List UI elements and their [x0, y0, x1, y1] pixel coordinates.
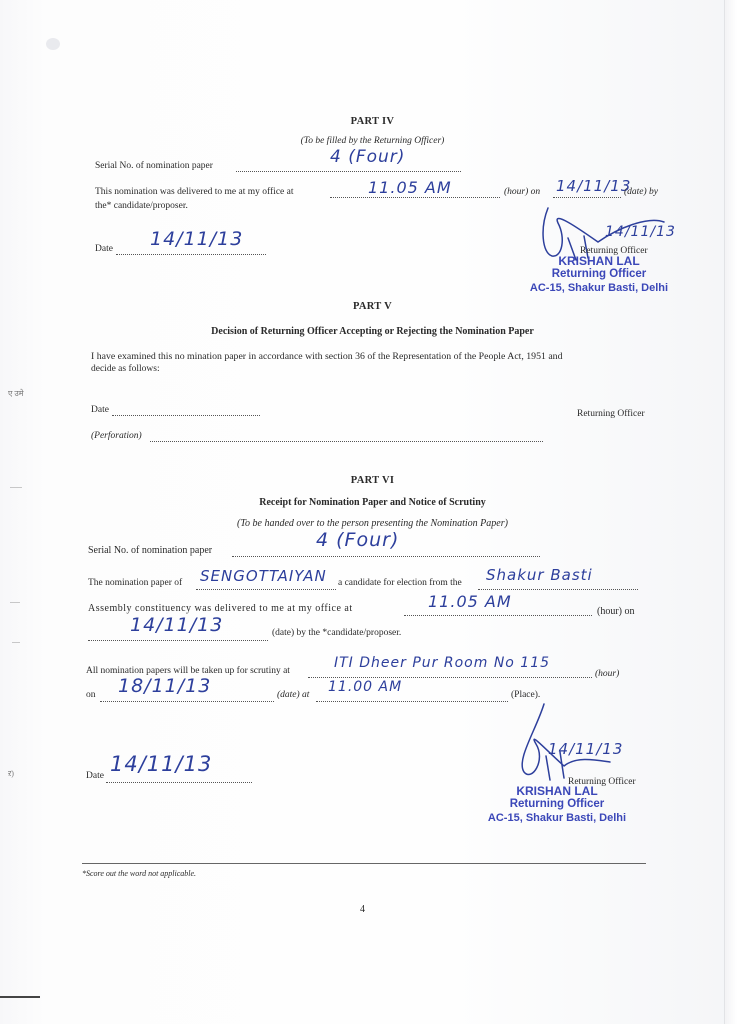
part6-subheading: Receipt for Nomination Paper and Notice of Scrutiny — [259, 497, 486, 508]
part5-perforation: (Perforation) — [91, 431, 142, 441]
part5-heading: PART V — [352, 301, 393, 312]
margin-note-2: ...... — [10, 481, 22, 490]
part4-serial-label: Serial No. of nomination paper — [95, 161, 213, 171]
part6-assembly-label: Assembly constituency was delivered to me at my office at — [88, 603, 353, 614]
page-number: 4 — [360, 904, 365, 915]
part4-date-value: 14/11/13 — [150, 228, 244, 250]
part4-date-by: (date) by — [624, 187, 659, 197]
part4-heading: PART IV — [350, 116, 395, 127]
part4-date-label: Date — [95, 244, 113, 254]
part5-para-line1: I have examined this no mination paper in accordance with section 36 of the Representation of the People Act, 1951 and — [91, 351, 563, 362]
part6-stamp-office: AC-15, Shakur Basti, Delhi — [487, 812, 627, 825]
part6-scrutiny-date: 18/11/13 — [118, 675, 212, 697]
page-edge — [724, 0, 745, 1024]
part4-stamp-title: Returning Officer — [551, 268, 647, 281]
part5-perforation-line — [150, 432, 543, 442]
part4-serial-value: 4 (Four) — [330, 147, 406, 167]
part4-stamp-name: KRISHAN LAL — [558, 254, 640, 268]
part5-ro-label: Returning Officer — [577, 409, 645, 419]
part6-scrutiny-place: ITI Dheer Pur Room No 115 — [334, 655, 551, 671]
part5-para-line2: decide as follows: — [91, 364, 160, 374]
part6-heading: PART VI — [350, 475, 395, 486]
part6-candidate-for: a candidate for election from the — [338, 578, 462, 588]
footnote: *Score out the word not applicable. — [82, 869, 197, 878]
part6-scrutiny-label: All nomination papers will be taken up for scrutiny at — [86, 666, 290, 676]
bottom-edge-mark — [0, 996, 40, 998]
part5-subheading: Decision of Returning Officer Accepting or Rejecting the Nomination Paper — [211, 326, 534, 337]
part4-ro-label: Returning Officer — [580, 246, 648, 256]
part4-candidate-line: the* candidate/proposer. — [95, 201, 188, 211]
part6-stamp — [472, 784, 642, 825]
part6-stamp-name: KRISHAN LAL — [516, 784, 598, 798]
part6-delivered-date: 14/11/13 — [130, 614, 224, 636]
part6-scrutiny-time: 11.00 AM — [328, 679, 403, 695]
part6-constituency: Shakur Basti — [486, 566, 593, 584]
part6-nomination-label: The nomination paper of — [88, 578, 183, 588]
part6-serial-value: 4 (Four) — [316, 529, 400, 551]
margin-note-4: .... — [12, 636, 20, 645]
part4-delivered-label: This nomination was delivered to me at my office at — [95, 187, 294, 197]
part4-sig-date: 14/11/13 — [605, 224, 676, 240]
part6-subheading2: (To be handed over to the person presenting the Nomination Paper) — [237, 518, 508, 529]
part6-date-value: 14/11/13 — [110, 752, 213, 776]
part4-subheading: (To be filled by the Returning Officer) — [300, 136, 445, 146]
punch-hole-mark — [46, 38, 60, 50]
part4-delivered-time: 11.05 AM — [368, 178, 452, 197]
part6-date-label: Date — [86, 771, 104, 781]
margin-note-5: ऱ) — [8, 769, 14, 778]
part6-sig-date: 14/11/13 — [548, 740, 624, 758]
part6-date-at: (date) at — [277, 690, 310, 700]
part4-stamp — [514, 254, 684, 295]
part4-stamp-office: AC-15, Shakur Basti, Delhi — [529, 282, 669, 295]
part6-delivered-time: 11.05 AM — [428, 592, 512, 611]
part6-hour: (hour) — [595, 669, 620, 679]
part6-stamp-title: Returning Officer — [509, 798, 605, 811]
part4-hour-on: (hour) on — [504, 187, 541, 197]
part6-ro-label: Returning Officer — [568, 777, 636, 787]
part5-date-label: Date — [91, 405, 109, 415]
footnote-rule — [82, 863, 646, 864]
part4-delivered-date: 14/11/13 — [556, 177, 632, 195]
margin-note-1: ए उमे — [8, 389, 24, 398]
part6-place-label: (Place). — [511, 690, 541, 700]
part6-hour-on: (hour) on — [597, 606, 635, 617]
margin-note-3: ..... — [10, 596, 20, 605]
part6-on-label: on — [86, 690, 96, 700]
part6-serial-label: Serial No. of nomination paper — [88, 545, 213, 556]
part6-date-by: (date) by the *candidate/proposer. — [272, 628, 402, 638]
part5-date-line — [112, 406, 260, 416]
part6-candidate-name: SENGOTTAIYAN — [200, 567, 327, 585]
